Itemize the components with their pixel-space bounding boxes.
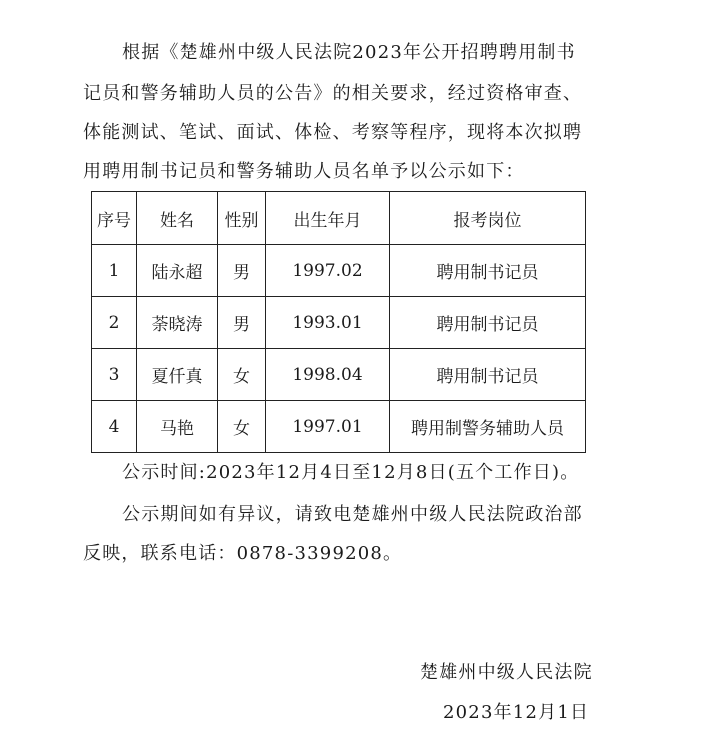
signature-org: 楚雄州中级人民法院 — [420, 662, 593, 683]
intro-line-2: 记员和警务辅助人员的公告》的相关要求，经过资格审查、 — [83, 83, 583, 104]
signature-date: 2023年12月1日 — [443, 702, 590, 723]
cell-index: 1 — [92, 245, 137, 297]
cell-index: 3 — [92, 349, 137, 401]
intro-line-1: 根据《楚雄州中级人民法院2023年公开招聘聘用制书 — [122, 42, 576, 63]
cell-gender: 男 — [218, 297, 266, 349]
notice-period: 公示时间:2023年12月4日至12月8日(五个工作日)。 — [122, 462, 580, 483]
header-birth: 出生年月 — [266, 192, 390, 245]
cell-birth: 1993.01 — [266, 297, 390, 349]
cell-name: 马艳 — [137, 401, 218, 453]
table-row — [92, 401, 586, 453]
cell-position: 聘用制警务辅助人员 — [390, 401, 586, 453]
table-header-row — [92, 192, 586, 245]
cell-name: 夏仟真 — [137, 349, 218, 401]
cell-gender: 女 — [218, 401, 266, 453]
table-row — [92, 349, 586, 401]
cell-index: 4 — [92, 401, 137, 453]
cell-gender: 女 — [218, 349, 266, 401]
header-position: 报考岗位 — [390, 192, 586, 245]
intro-line-3: 体能测试、笔试、面试、体检、考察等程序，现将本次拟聘 — [83, 122, 583, 143]
header-gender: 性别 — [218, 192, 266, 245]
notice-objection-line-1: 公示期间如有异议，请致电楚雄州中级人民法院政治部 — [122, 504, 583, 525]
header-index: 序号 — [92, 192, 137, 245]
cell-position: 聘用制书记员 — [390, 245, 586, 297]
cell-birth: 1998.04 — [266, 349, 390, 401]
table-row — [92, 245, 586, 297]
candidate-table — [91, 191, 586, 453]
cell-gender: 男 — [218, 245, 266, 297]
cell-name: 陆永超 — [137, 245, 218, 297]
table-row — [92, 297, 586, 349]
cell-birth: 1997.02 — [266, 245, 390, 297]
cell-index: 2 — [92, 297, 137, 349]
cell-position: 聘用制书记员 — [390, 349, 586, 401]
cell-name: 荼晓涛 — [137, 297, 218, 349]
cell-birth: 1997.01 — [266, 401, 390, 453]
header-name: 姓名 — [137, 192, 218, 245]
cell-position: 聘用制书记员 — [390, 297, 586, 349]
notice-objection-line-2: 反映，联系电话：0878-3399208。 — [83, 543, 403, 564]
intro-line-4: 用聘用制书记员和警务辅助人员名单予以公示如下： — [83, 161, 525, 182]
